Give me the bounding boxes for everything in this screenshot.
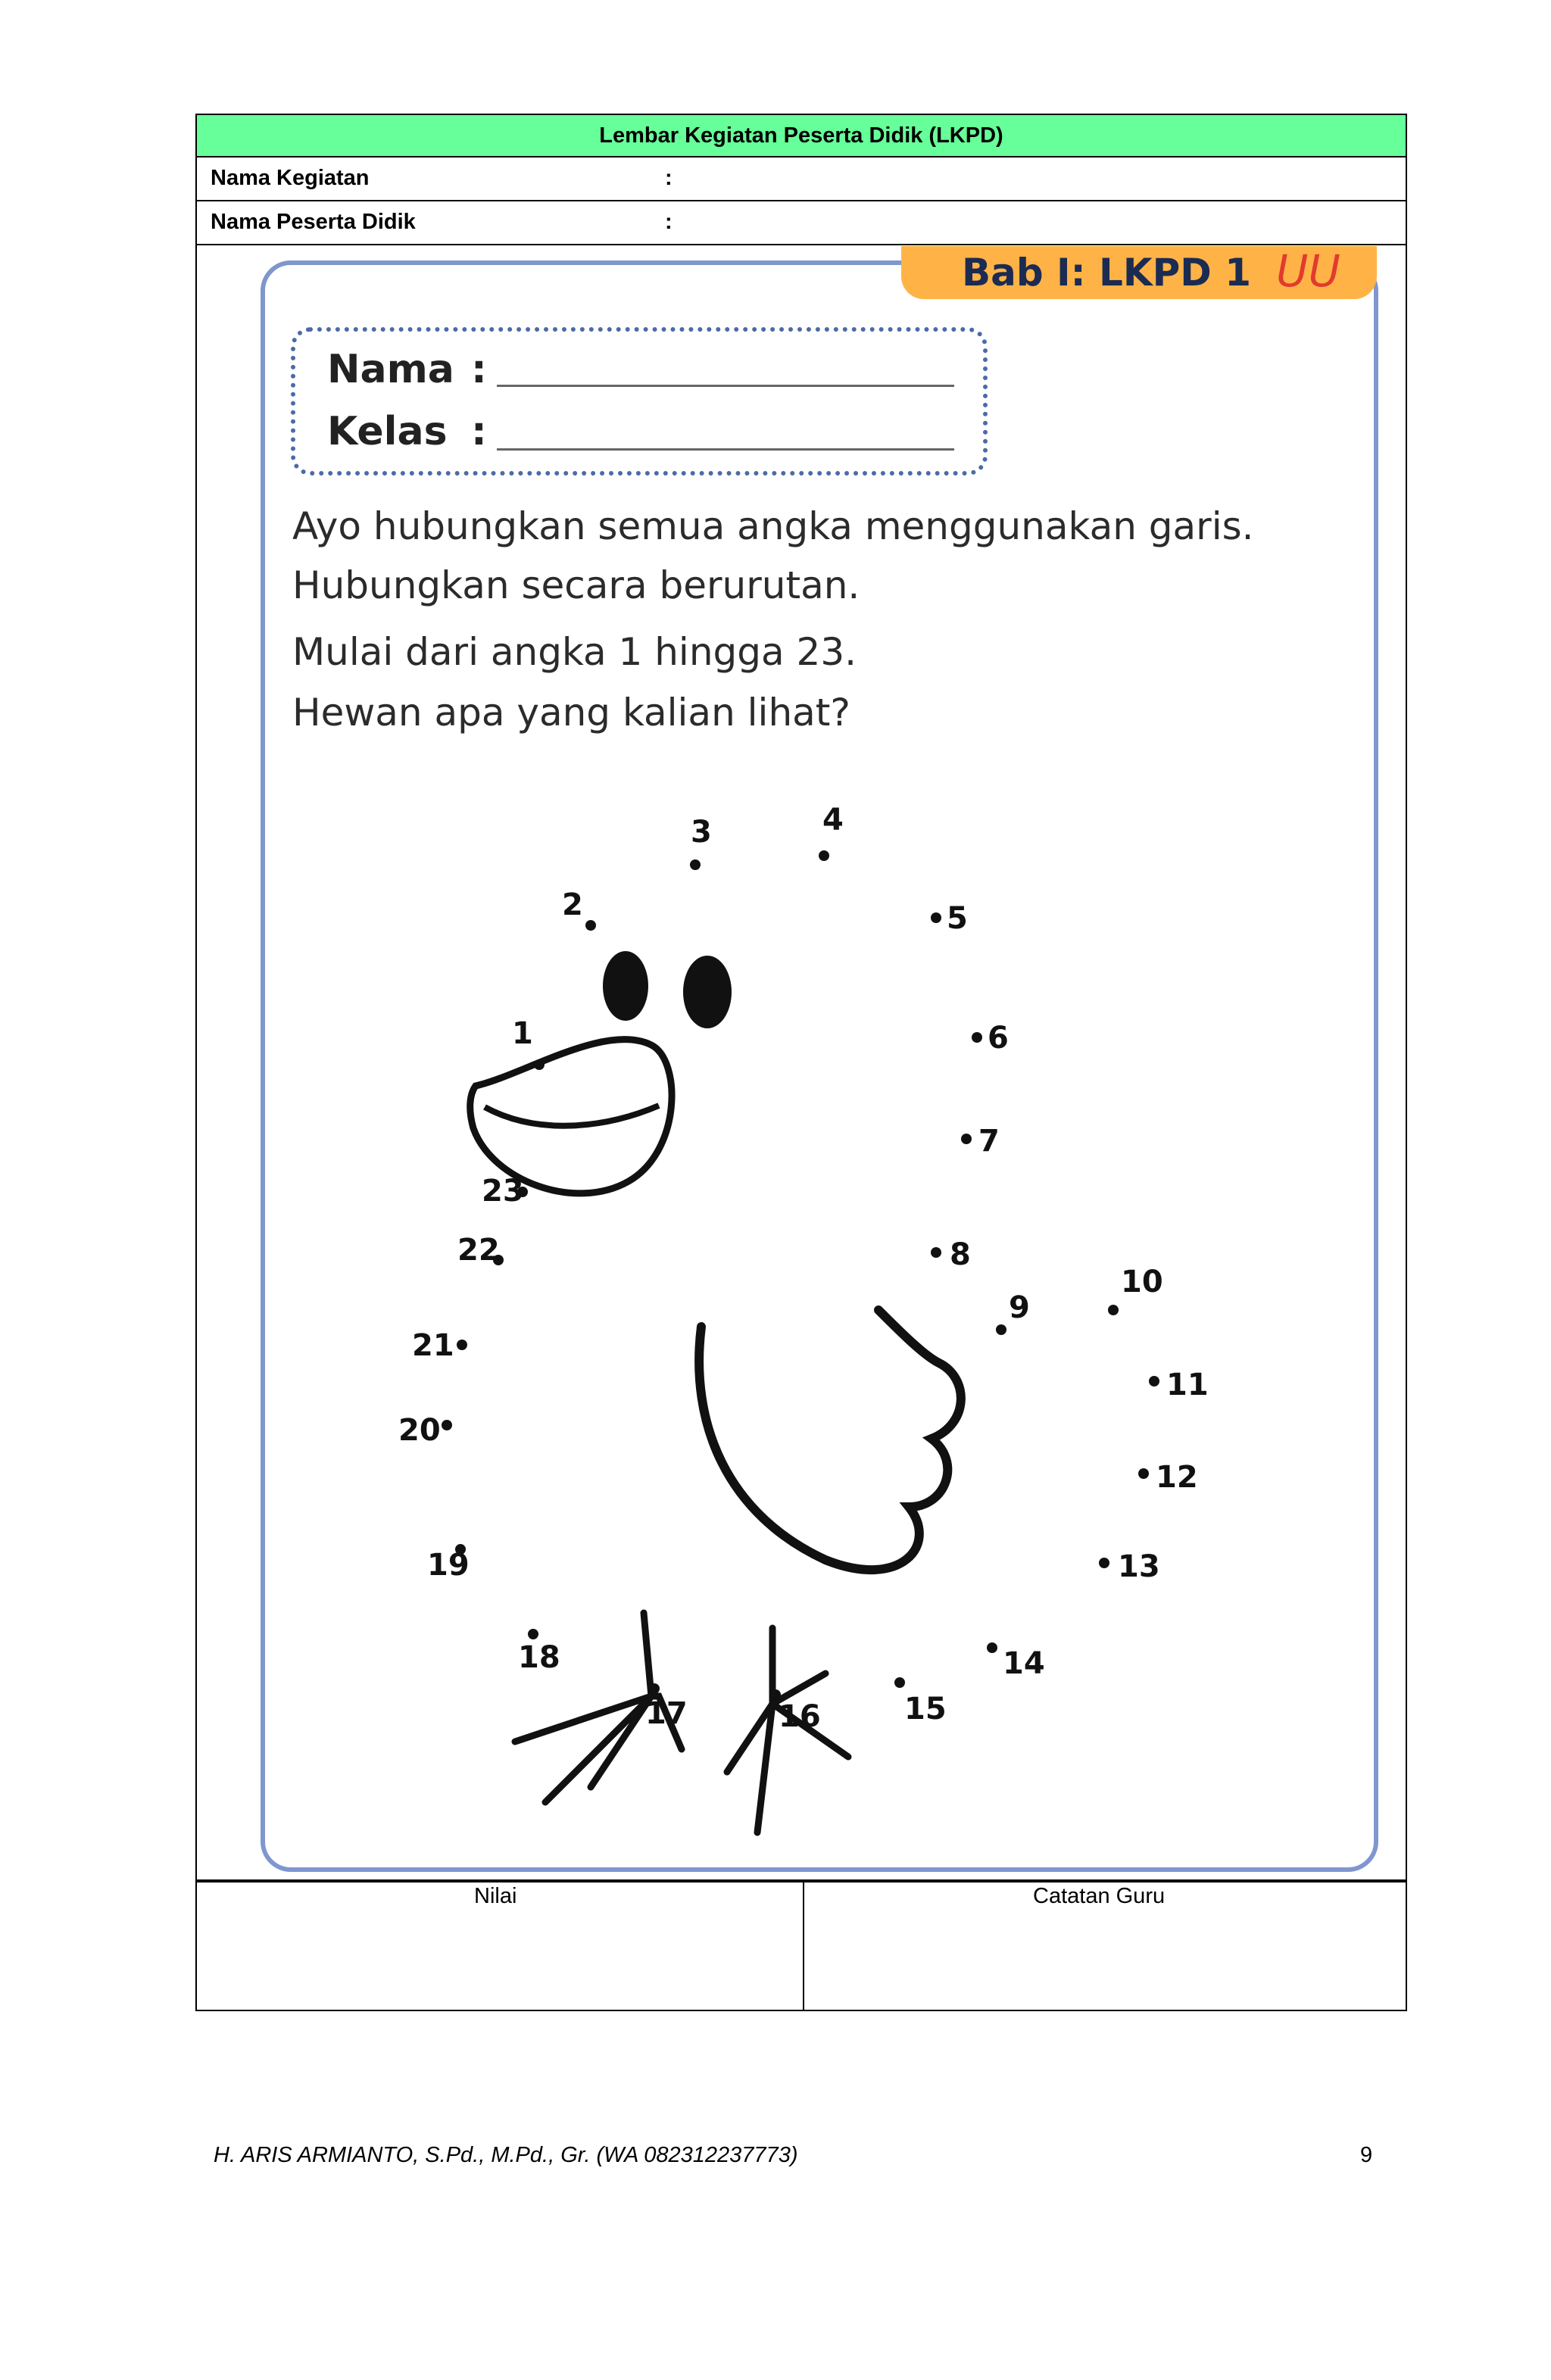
dot-10[interactable] <box>1108 1305 1119 1315</box>
author-footer: H. ARIS ARMIANTO, S.Pd., M.Pd., Gr. (WA 082312237773) <box>214 2143 798 2167</box>
grading-divider <box>803 1881 804 2011</box>
dot-label-8: 8 <box>950 1237 971 1272</box>
dot-label-1: 1 <box>512 1016 533 1051</box>
dot-2[interactable] <box>585 920 596 931</box>
score-label: Nilai <box>474 1884 517 1908</box>
dot-label-22: 22 <box>457 1233 500 1268</box>
dot-3[interactable] <box>690 859 701 870</box>
beak-line <box>485 1106 659 1126</box>
activity-name-colon: : <box>665 166 673 190</box>
grading-table <box>195 1881 1407 2011</box>
dot-16[interactable] <box>770 1689 781 1700</box>
chapter-badge-label: Bab I: LKPD 1 <box>962 251 1252 295</box>
dot-14[interactable] <box>987 1642 997 1653</box>
dot-label-6: 6 <box>988 1021 1009 1056</box>
dot-label-7: 7 <box>978 1124 1000 1159</box>
dot-12[interactable] <box>1138 1468 1149 1479</box>
dot-label-17: 17 <box>645 1696 688 1731</box>
class-colon: : <box>471 409 487 454</box>
dot-label-18: 18 <box>518 1640 560 1675</box>
badge-decoration: UU <box>1276 245 1340 297</box>
dot-20[interactable] <box>442 1420 452 1430</box>
dot-label-12: 12 <box>1156 1460 1198 1495</box>
worksheet-header-title: Lembar Kegiatan Peserta Didik (LKPD) <box>195 114 1407 158</box>
dot-21[interactable] <box>457 1340 467 1350</box>
dot-15[interactable] <box>894 1677 905 1688</box>
dot-label-23: 23 <box>482 1174 524 1209</box>
wing-curve <box>699 1310 961 1570</box>
dot-label-4: 4 <box>822 803 844 838</box>
student-name-colon: : <box>665 210 673 234</box>
dot-label-2: 2 <box>562 887 583 922</box>
student-name-label: Nama Peserta Didik <box>211 210 416 234</box>
dot-18[interactable] <box>528 1629 538 1639</box>
instruction-line-4: Hewan apa yang kalian lihat? <box>292 691 850 735</box>
dot-1[interactable] <box>534 1059 545 1070</box>
dot-label-9: 9 <box>1009 1290 1030 1325</box>
dot-4[interactable] <box>819 850 829 861</box>
instruction-line-2: Hubungkan secara berurutan. <box>292 563 860 607</box>
dot-13[interactable] <box>1099 1558 1109 1568</box>
teacher-notes-label: Catatan Guru <box>1033 1884 1166 1908</box>
name-colon: : <box>471 347 487 392</box>
page-number: 9 <box>1360 2143 1373 2167</box>
right-eye-shape <box>683 956 732 1028</box>
dot-6[interactable] <box>972 1032 982 1043</box>
dot-5[interactable] <box>931 912 941 923</box>
dot-17[interactable] <box>649 1683 660 1694</box>
dot-label-19: 19 <box>427 1548 470 1583</box>
instruction-line-3: Mulai dari angka 1 hingga 23. <box>292 630 857 674</box>
dot-label-10: 10 <box>1121 1265 1163 1299</box>
dot-label-14: 14 <box>1003 1646 1045 1681</box>
left-eye-shape <box>603 951 648 1021</box>
class-label: Kelas <box>327 409 448 454</box>
dot-9[interactable] <box>996 1324 1006 1335</box>
dot-label-15: 15 <box>904 1692 947 1727</box>
dot-7[interactable] <box>961 1134 972 1144</box>
activity-name-label: Nama Kegiatan <box>211 166 370 190</box>
dot-label-13: 13 <box>1118 1549 1160 1584</box>
dot-label-21: 21 <box>412 1328 454 1363</box>
dot-label-20: 20 <box>398 1413 441 1448</box>
dot-8[interactable] <box>931 1247 941 1258</box>
instruction-line-1: Ayo hubungkan semua angka menggunakan garis. <box>292 504 1254 548</box>
dot-11[interactable] <box>1149 1376 1159 1387</box>
dot-label-3: 3 <box>691 815 712 850</box>
name-label: Nama <box>327 347 454 392</box>
dot-label-5: 5 <box>947 901 968 936</box>
dot-label-11: 11 <box>1166 1368 1209 1402</box>
dot-label-16: 16 <box>779 1699 821 1734</box>
